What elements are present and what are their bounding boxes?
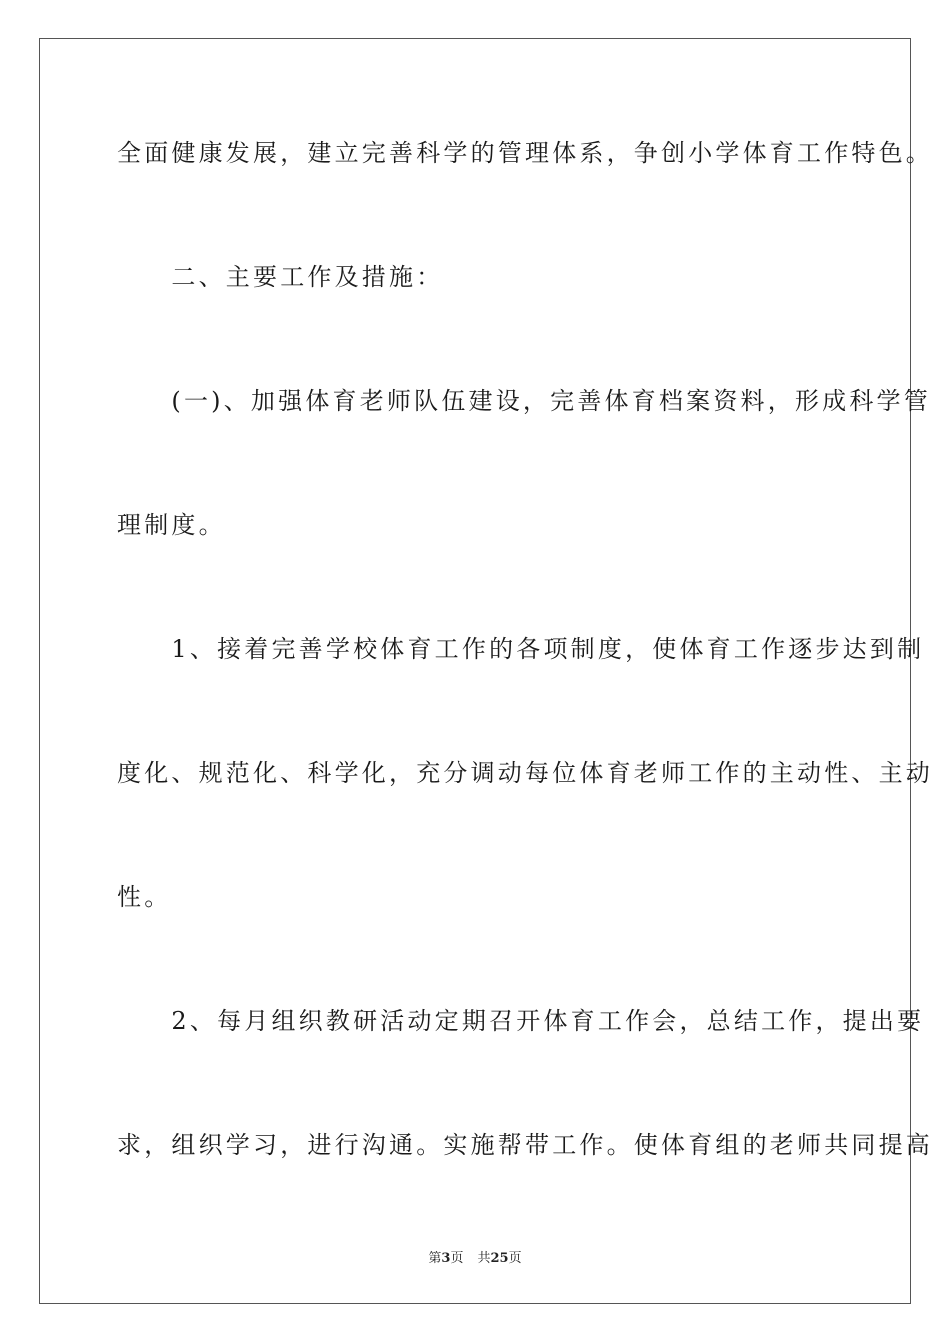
text-line-4: 理制度。 [117, 511, 226, 539]
item-2-line-1: 2、每月组织教研活动定期召开体育工作会，总结工作，提出要 [117, 1007, 925, 1035]
subsection-heading: (一)、加强体育老师队伍建设，完善体育档案资料，形成科学管 [117, 387, 931, 415]
item-1-line-2: 度化、规范化、科学化，充分调动每位体育老师工作的主动性、主动 [117, 759, 933, 787]
footer-total-suffix: 页 [508, 1251, 522, 1266]
footer-page-suffix: 页 [450, 1251, 464, 1266]
item-1-line-3: 性。 [117, 883, 172, 911]
page-footer [0, 1247, 950, 1266]
footer-page-number: 3 [441, 1251, 451, 1266]
text-line-1: 全面健康发展，建立完善科学的管理体系，争创小学体育工作特色。 [117, 139, 933, 167]
footer-page-prefix: 第 [428, 1251, 442, 1266]
footer-total-prefix: 共 [477, 1251, 491, 1266]
item-1-line-1: 1、接着完善学校体育工作的各项制度，使体育工作逐步达到制 [117, 635, 925, 663]
footer-total-pages: 25 [490, 1251, 509, 1266]
item-2-line-2: 求，组织学习，进行沟通。实施帮带工作。使体育组的老师共同提高 [117, 1131, 933, 1159]
section-heading: 二、主要工作及措施： [117, 263, 444, 291]
page-border [39, 38, 933, 1304]
